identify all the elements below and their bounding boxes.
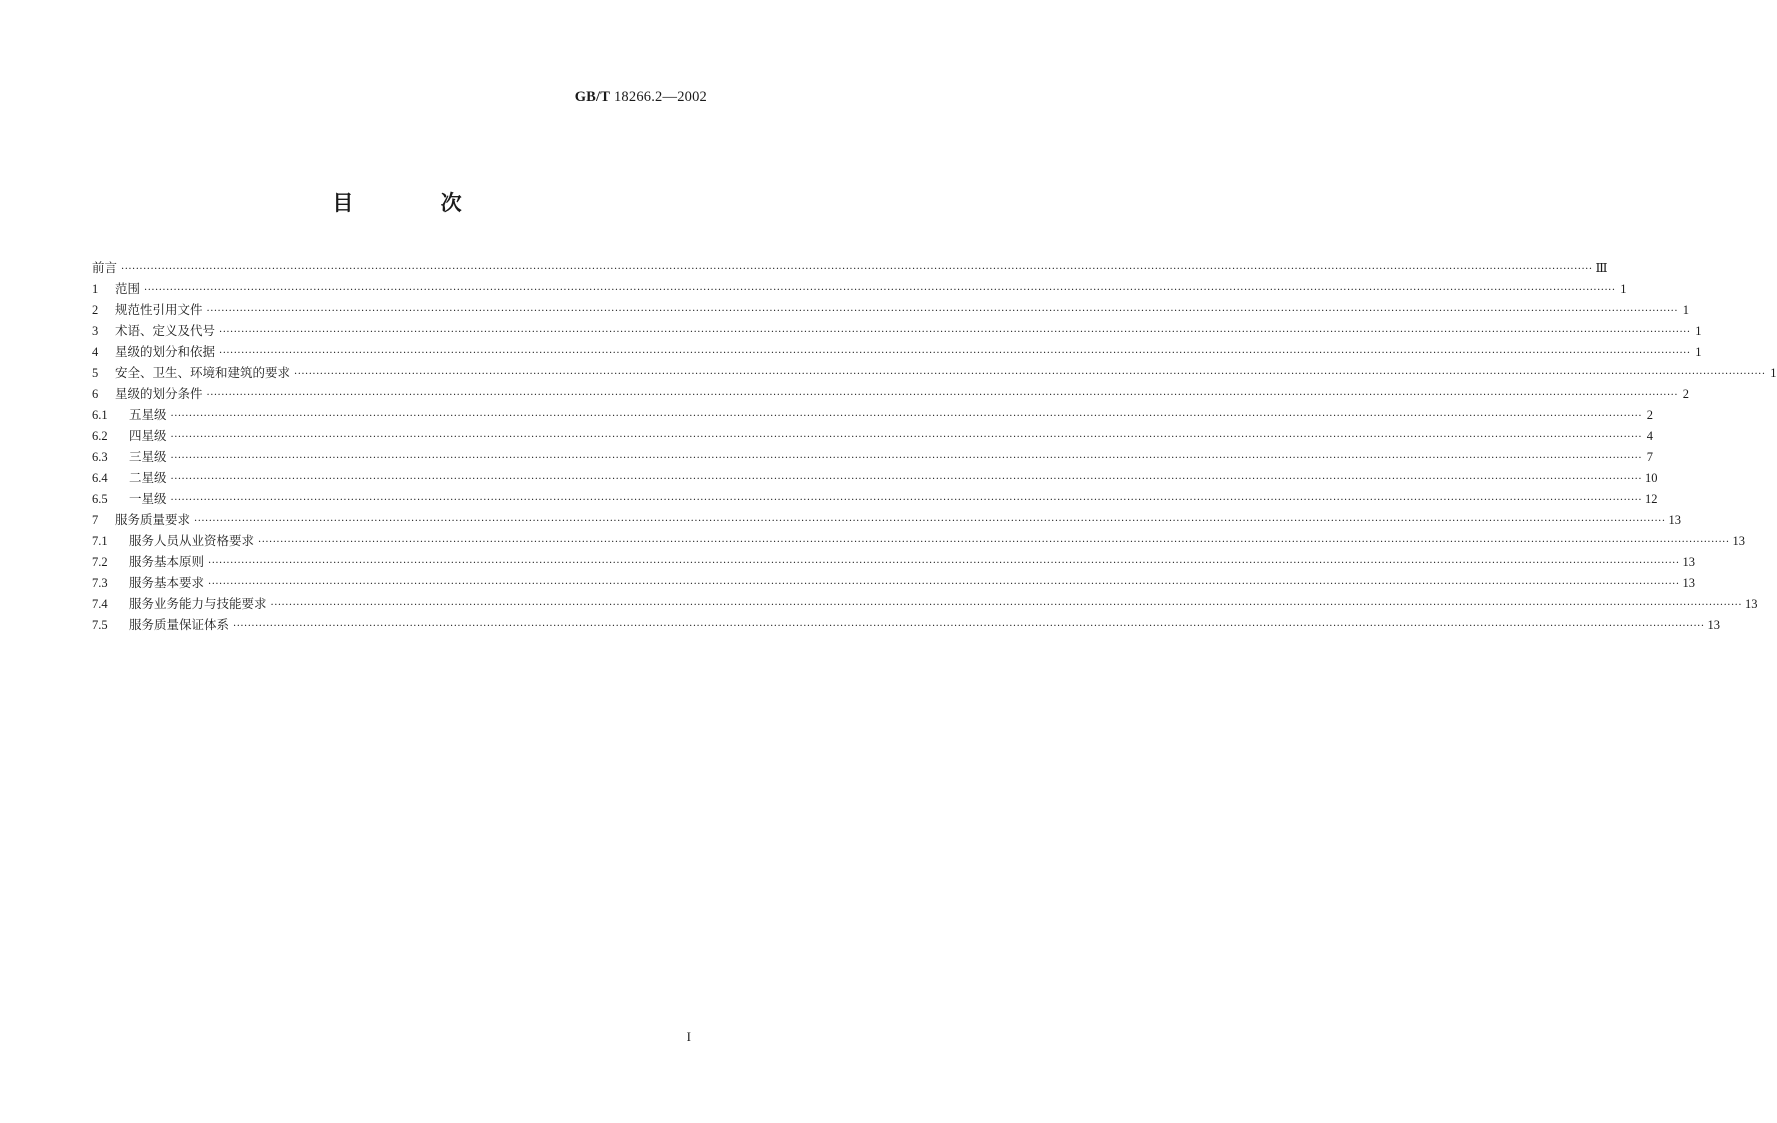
toc-entry-number: 6 <box>92 387 99 401</box>
toc-entry-number: 6.4 <box>92 471 108 485</box>
toc-entry-number: 2 <box>92 303 99 317</box>
toc-entry[interactable] <box>92 383 1689 404</box>
toc-leader-dots: ················································································································································································································································································································································································································ <box>208 558 1680 569</box>
toc-leader-dots: ················································································································································································································································································································································································································ <box>170 411 1642 422</box>
toc-entry[interactable] <box>92 614 1720 635</box>
standard-code: 18266.2—2002 <box>610 89 707 105</box>
toc-leader-dots: ················································································································································································································································································································································································································ <box>170 474 1642 485</box>
toc-entry-label: 服务质量保证体系 <box>129 617 230 632</box>
toc-entry-number: 7.3 <box>92 576 108 590</box>
toc-leader-dots: ················································································································································································································································································································································································································ <box>294 369 1766 380</box>
toc-entry-label: 服务基本原则 <box>129 554 205 569</box>
toc-entry-page: 1 <box>1695 324 1702 338</box>
toc-entry-number: 7 <box>92 513 99 527</box>
toc-entry-page: 13 <box>1682 576 1695 590</box>
toc-entry-label: 服务质量要求 <box>115 512 191 527</box>
toc-entry-label: 术语、定义及代号 <box>115 323 216 338</box>
toc-entry-page: Ⅲ <box>1595 261 1608 275</box>
toc-entry-number: 7.4 <box>92 597 108 611</box>
toc-entry-label: 一星级 <box>129 491 167 506</box>
toc-entry[interactable] <box>92 299 1689 320</box>
toc-entry-number: 7.1 <box>92 534 108 548</box>
toc-entry-page: 13 <box>1682 555 1695 569</box>
toc-entry-label: 服务人员从业资格要求 <box>129 533 255 548</box>
toc-entry[interactable] <box>92 278 1627 299</box>
toc-leader-dots: ················································································································································································································································································································································································································ <box>270 600 1742 611</box>
toc-leader-dots: ················································································································································································································································································································································································································ <box>206 306 1678 317</box>
toc-entry-page: 12 <box>1645 492 1658 506</box>
standard-prefix: GB/T <box>574 89 611 105</box>
toc-entry-page: 13 <box>1707 618 1720 632</box>
toc-entry-page: 1 <box>1770 366 1777 380</box>
toc-entry[interactable] <box>92 425 1653 446</box>
standard-number <box>575 89 707 106</box>
page-title: 目 次 <box>332 191 502 215</box>
toc-entry-label: 规范性引用文件 <box>115 302 203 317</box>
toc-entry-page: 4 <box>1646 429 1653 443</box>
toc-entry-label: 二星级 <box>129 470 167 485</box>
toc-entry-number: 6.1 <box>92 408 108 422</box>
toc-entry-number: 6.5 <box>92 492 108 506</box>
table-of-contents <box>92 257 1777 635</box>
toc-entry-page: 1 <box>1682 303 1689 317</box>
toc-entry[interactable] <box>92 509 1681 530</box>
toc-leader-dots: ················································································································································································································································································································································································································ <box>233 621 1705 632</box>
toc-entry-label: 四星级 <box>129 428 167 443</box>
toc-entry[interactable] <box>92 341 1702 362</box>
toc-entry-label: 星级的划分条件 <box>115 386 203 401</box>
toc-leader-dots: ················································································································································································································································································································································································································ <box>219 327 1691 338</box>
toc-entry-label: 三星级 <box>129 449 167 464</box>
toc-entry[interactable] <box>92 320 1702 341</box>
toc-entry-page: 2 <box>1646 408 1653 422</box>
toc-entry[interactable] <box>92 530 1745 551</box>
toc-entry[interactable] <box>92 404 1653 425</box>
page-folio: I <box>686 1029 691 1044</box>
toc-entry-label: 星级的划分和依据 <box>115 344 216 359</box>
toc-entry-page: 2 <box>1682 387 1689 401</box>
toc-entry[interactable] <box>92 572 1695 593</box>
toc-entry-label: 范围 <box>115 281 141 296</box>
toc-entry-number: 1 <box>92 282 99 296</box>
toc-leader-dots: ················································································································································································································································································································································································································ <box>121 264 1593 275</box>
toc-leader-dots: ················································································································································································································································································································································································································ <box>170 495 1642 506</box>
toc-leader-dots: ················································································································································································································································································································································································································ <box>170 453 1642 464</box>
toc-entry-label: 服务基本要求 <box>129 575 205 590</box>
toc-entry-page: 10 <box>1645 471 1658 485</box>
toc-entry-label: 安全、卫生、环境和建筑的要求 <box>115 365 291 380</box>
toc-entry-page: 13 <box>1668 513 1681 527</box>
toc-leader-dots: ················································································································································································································································································································································································································ <box>258 537 1730 548</box>
toc-entry-number: 6.3 <box>92 450 108 464</box>
toc-entry[interactable] <box>92 551 1695 572</box>
toc-entry-number: 6.2 <box>92 429 108 443</box>
toc-leader-dots: ················································································································································································································································································································································································································ <box>206 390 1678 401</box>
toc-entry[interactable] <box>92 257 1608 278</box>
toc-entry-page: 1 <box>1695 345 1702 359</box>
toc-entry-page: 13 <box>1732 534 1745 548</box>
toc-entry-page: 1 <box>1620 282 1627 296</box>
toc-leader-dots: ················································································································································································································································································································································································································ <box>194 516 1666 527</box>
toc-entry-page: 13 <box>1745 597 1758 611</box>
toc-leader-dots: ················································································································································································································································································································································································································ <box>208 579 1680 590</box>
toc-entry-label: 服务业务能力与技能要求 <box>129 596 267 611</box>
toc-entry-number: 3 <box>92 324 99 338</box>
toc-entry-number: 4 <box>92 345 99 359</box>
toc-entry-label: 前言 <box>92 260 118 275</box>
toc-leader-dots: ················································································································································································································································································································································································································ <box>170 432 1642 443</box>
toc-leader-dots: ················································································································································································································································································································································································································ <box>219 348 1691 359</box>
toc-entry-number: 7.5 <box>92 618 108 632</box>
toc-entry-number: 5 <box>92 366 99 380</box>
toc-entry-page: 7 <box>1646 450 1653 464</box>
toc-entry[interactable] <box>92 446 1653 467</box>
toc-entry[interactable] <box>92 362 1777 383</box>
toc-entry[interactable] <box>92 488 1658 509</box>
toc-entry-label: 五星级 <box>129 407 167 422</box>
toc-entry-number: 7.2 <box>92 555 108 569</box>
toc-entry[interactable] <box>92 467 1658 488</box>
toc-leader-dots: ················································································································································································································································································································································································································ <box>144 285 1616 296</box>
toc-entry[interactable] <box>92 593 1758 614</box>
